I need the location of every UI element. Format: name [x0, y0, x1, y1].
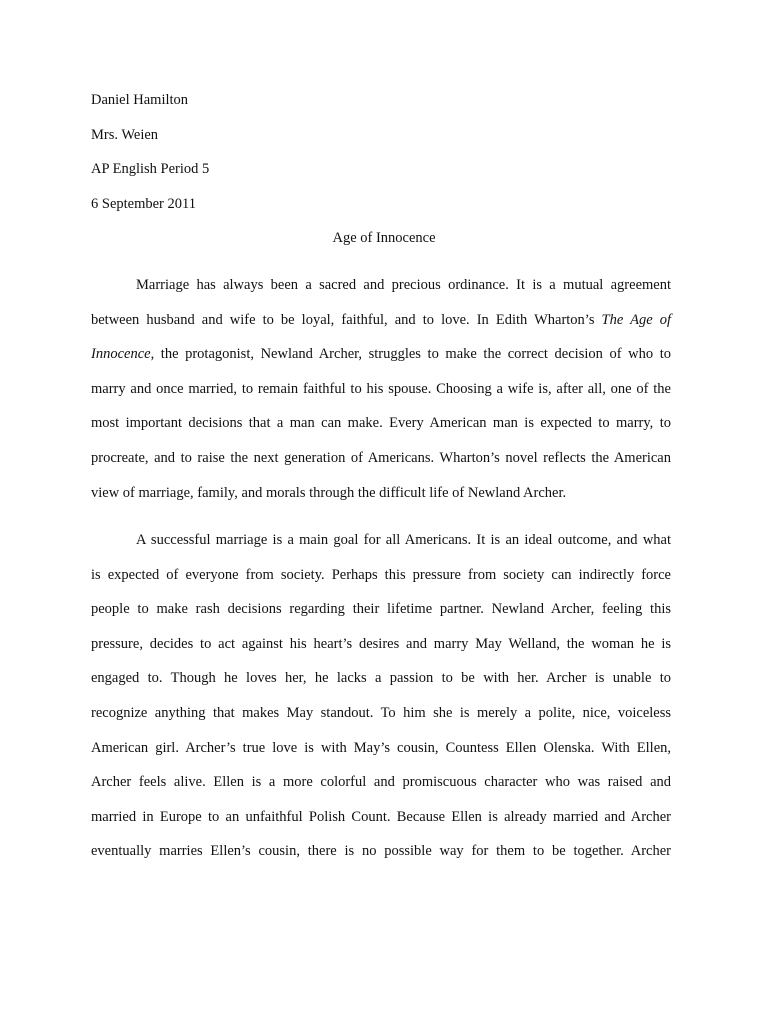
novel-title-italic-part-2: Innocence [91, 346, 151, 362]
paragraph-1-line-3-text: , the protagonist, Newland Archer, struggles to make the correct decision of who to [150, 346, 671, 362]
paragraph-2-line-4: pressure, decides to act against his heart’s desires and marry May Welland, the woman he is [91, 636, 671, 652]
paragraph-1-line-5: most important decisions that a man can make. Every American man is expected to marry, to [91, 415, 671, 431]
paragraph-1-line-3 [91, 345, 671, 363]
teacher-name: Mrs. Weien [91, 127, 159, 143]
paragraph-1-line-1: Marriage has always been a sacred and precious ordinance. It is a mutual agreement [136, 277, 671, 293]
paragraph-2-line-6: recognize anything that makes May standout. To him she is merely a polite, nice, voiceless [91, 705, 671, 721]
paragraph-1-line-7: view of marriage, family, and morals through the difficult life of Newland Archer. [91, 485, 567, 501]
novel-title-italic-part-1: The Age of [601, 312, 671, 328]
paragraph-2-line-3: people to make rash decisions regarding their lifetime partner. Newland Archer, feeling this [91, 601, 671, 617]
paragraph-2-line-8: Archer feels alive. Ellen is a more colorful and promiscuous character who was raised and [91, 774, 671, 790]
essay-date: 6 September 2011 [91, 196, 196, 212]
paragraph-2-line-10: eventually marries Ellen’s cousin, there is no possible way for them to be together. Archer [91, 843, 671, 859]
paragraph-2-line-5: engaged to. Though he loves her, he lacks a passion to be with her. Archer is unable to [91, 670, 671, 686]
paragraph-1-line-4: marry and once married, to remain faithful to his spouse. Choosing a wife is, after all, one of the [91, 381, 671, 397]
paragraph-2-line-1: A successful marriage is a main goal for all Americans. It is an ideal outcome, and what [136, 532, 671, 548]
paragraph-2-line-2: is expected of everyone from society. Perhaps this pressure from society can indirectly force [91, 567, 671, 583]
paragraph-1-line-2 [91, 311, 671, 329]
paragraph-1-line-2-text: between husband and wife to be loyal, faithful, and to love. In Edith Wharton’s [91, 312, 602, 328]
paragraph-1-line-6: procreate, and to raise the next generation of Americans. Wharton’s novel reflects the American [91, 450, 671, 466]
essay-title: Age of Innocence [332, 230, 436, 246]
paragraph-2-line-9: married in Europe to an unfaithful Polish Count. Because Ellen is already married and Archer [91, 809, 671, 825]
author-name: Daniel Hamilton [91, 92, 189, 108]
course-name: AP English Period 5 [91, 161, 210, 177]
paragraph-2-line-7: American girl. Archer’s true love is with May’s cousin, Countess Ellen Olenska. With Ellen, [91, 740, 671, 756]
